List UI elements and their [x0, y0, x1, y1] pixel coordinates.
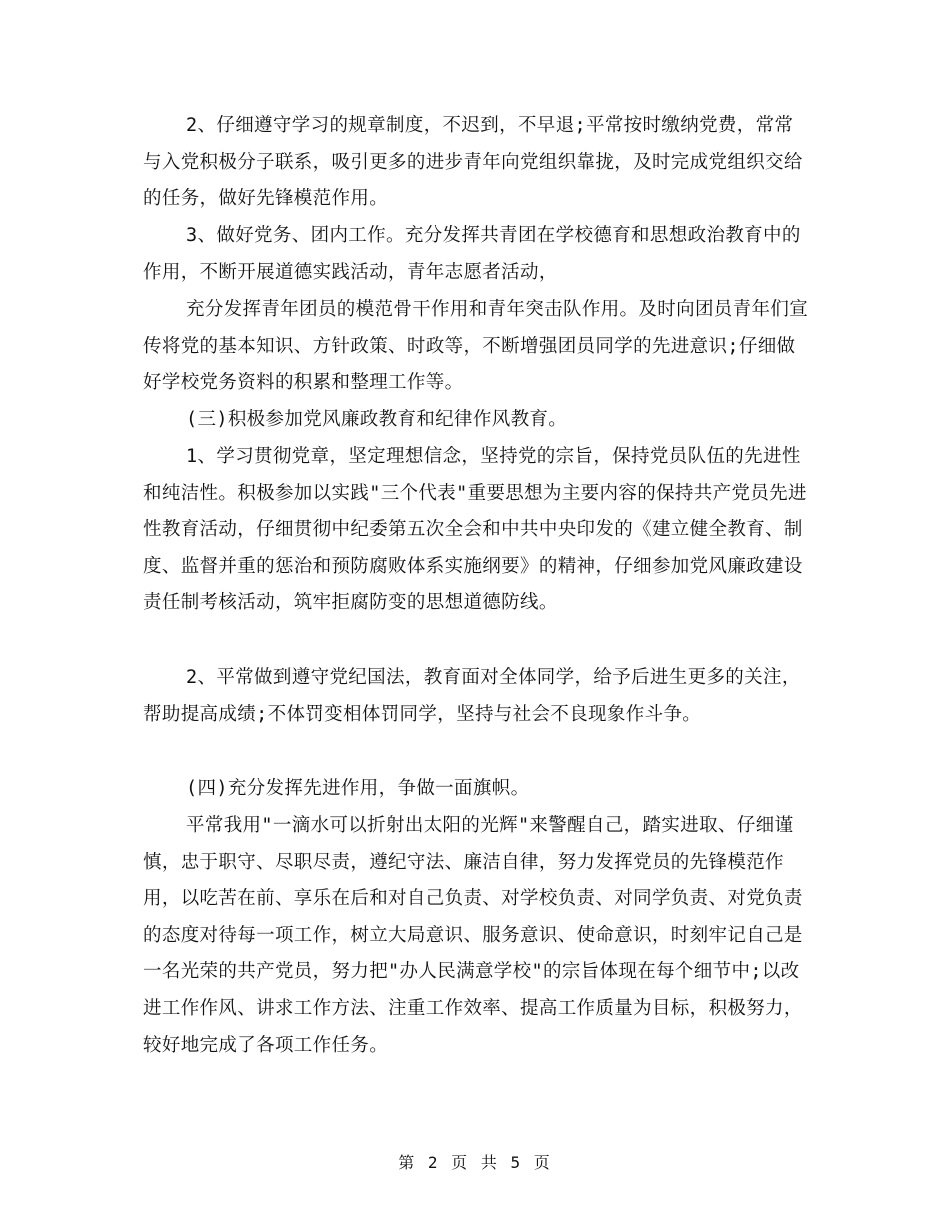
- paragraph-party-work: 3、做好党务、团内工作。充分发挥共青团在学校德育和思想政治教育中的作用，不断开展道德实践活动，青年志愿者活动，: [143, 225, 801, 283]
- paragraph-exemplary-role: 平常我用"一滴水可以折射出太阳的光辉"来警醒自己，踏实进取、仔细谨慎，忠于职守、尽职尽责，遵纪守法、廉洁自律，努力发挥党员的先锋模范作用，以吃苦在前、享乐在后和对自己负责、对学校负责、对同学负责、对党负责的态度对待每一项工作，树立大局意识、服务意识、使命意识，时刻牢记自己是一名光荣的共产党员，努力把"办人民满意学校"的宗旨体现在每个细节中;以改进工作作风、讲求工作方法、注重工作效率、提高工作质量为目标，积极努力，较好地完成了各项工作任务。: [143, 815, 803, 1056]
- section-heading-3: (三)积极参加党风廉政教育和纪律作风教育。: [186, 409, 568, 430]
- paragraph-regulations: 2、仔细遵守学习的规章制度，不迟到，不早退;平常按时缴纳党费，常常与入党积极分子联系，吸引更多的进步青年向党组织靠拢，及时完成党组织交给的任务，做好先锋模范作用。: [143, 115, 803, 210]
- page-number-footer: 第 2 页 共 5 页: [398, 1153, 552, 1172]
- section-heading-4: (四)充分发挥先进作用，争做一面旗帜。: [186, 778, 530, 799]
- paragraph-discipline: 2、平常做到遵守党纪国法，教育面对全体同学，给予后进生更多的关注，帮助提高成绩;不体罚变相体罚同学，坚持与社会不良现象作斗争。: [143, 667, 801, 725]
- paragraph-party-constitution: 1、学习贯彻党章，坚定理想信念，坚持党的宗旨，保持党员队伍的先进性和纯洁性。积极参加以实践"三个代表"重要思想为主要内容的保持共产党员先进性教育活动，仔细贯彻中纪委第五次全会和中共中央印发的《建立健全教育、制度、监督并重的惩治和预防腐败体系实施纲要》的精神，仔细参加党风廉政建设责任制考核活动，筑牢拒腐防变的思想道德防线。: [143, 446, 807, 614]
- paragraph-league-members: 充分发挥青年团员的模范骨干作用和青年突击队作用。及时向团员青年们宣传将党的基本知识、方针政策、时政等，不断增强团员同学的先进意识;仔细做好学校党务资料的积累和整理工作等。: [143, 299, 809, 394]
